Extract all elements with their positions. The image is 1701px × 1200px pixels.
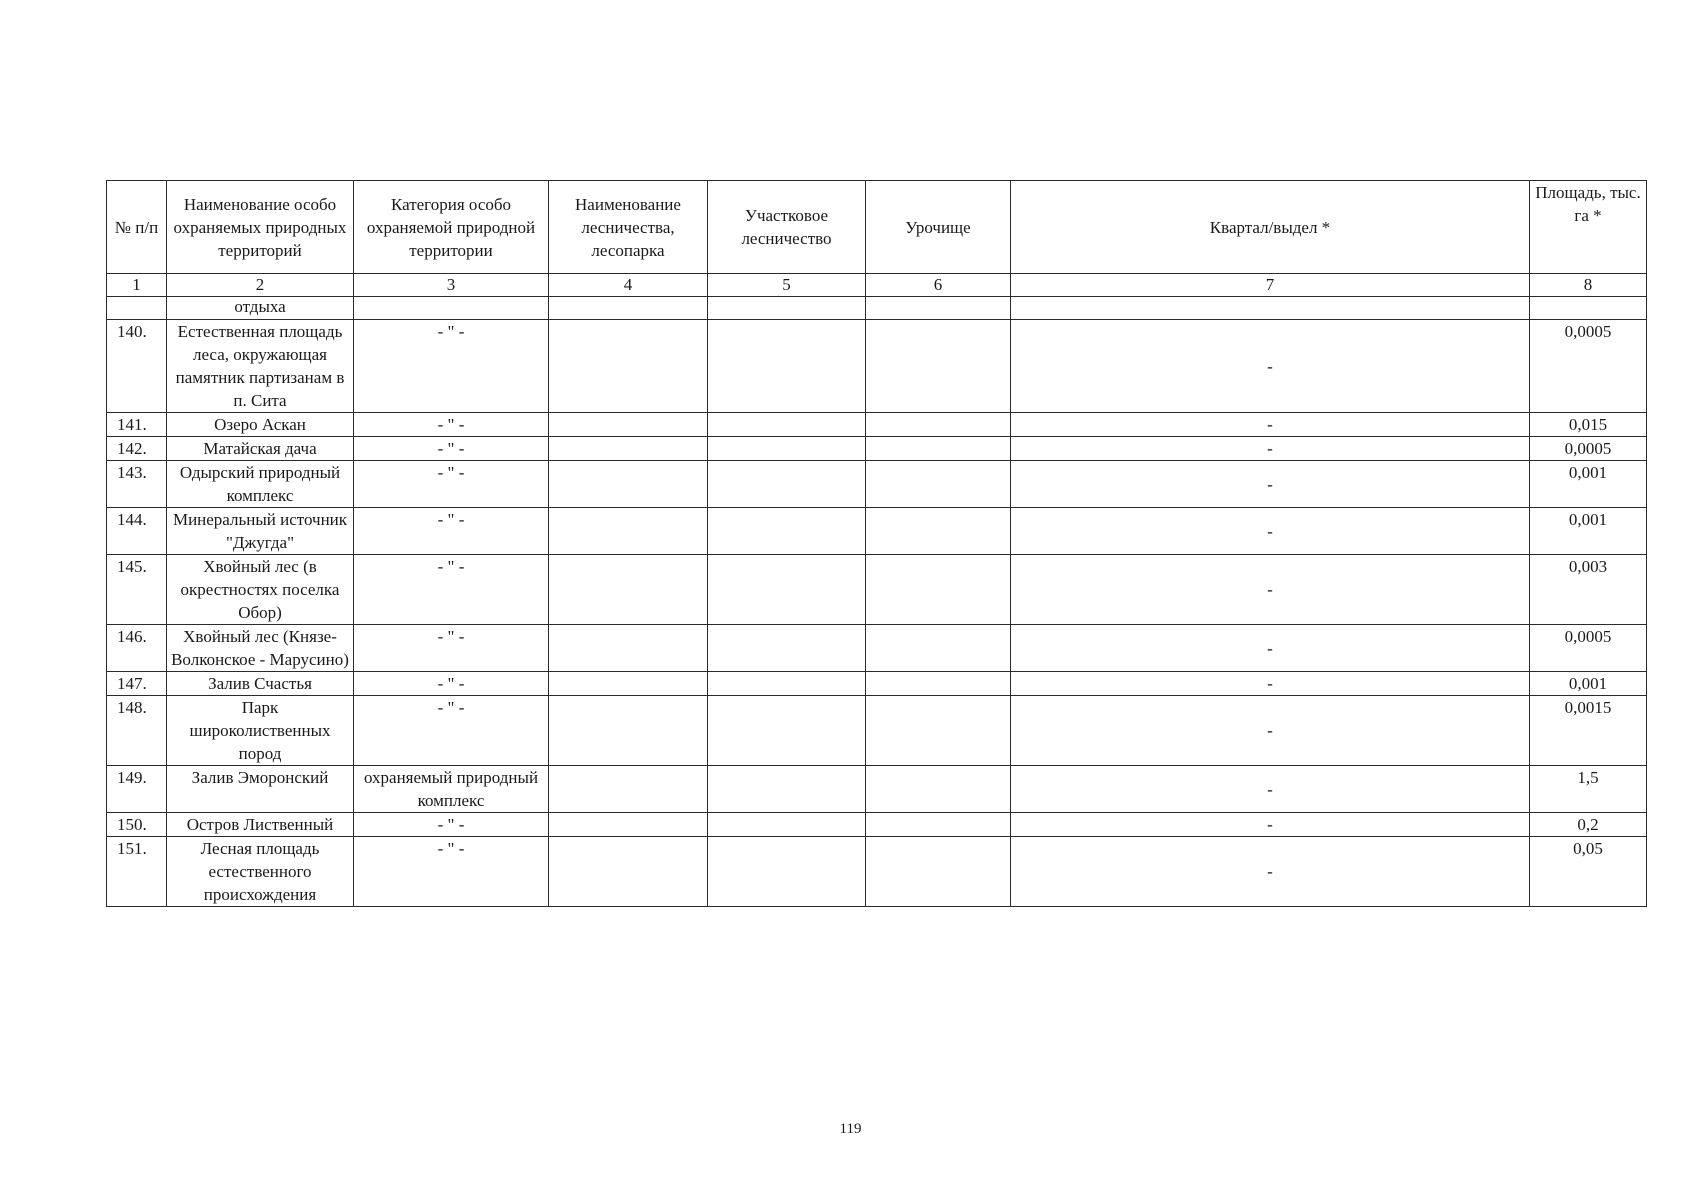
cell-number: 142. <box>107 437 167 461</box>
cell-tract <box>866 696 1011 766</box>
column-number: 4 <box>549 274 708 297</box>
cell-area: 1,5 <box>1530 766 1647 813</box>
table-row <box>107 508 1647 555</box>
table-row <box>107 413 1647 437</box>
header-district: Участковое лесничество <box>708 181 866 274</box>
cell-number: 146. <box>107 625 167 672</box>
cell-area: 0,003 <box>1530 555 1647 625</box>
column-number: 1 <box>107 274 167 297</box>
cell-quarter: - <box>1011 508 1530 555</box>
cell-area: 0,2 <box>1530 813 1647 837</box>
cell-name: Остров Лиственный <box>167 813 354 837</box>
cell-name: Хвойный лес (Князе-Волконское - Марусино) <box>167 625 354 672</box>
cell-quarter: - <box>1011 413 1530 437</box>
cell-category: - " - <box>354 508 549 555</box>
cell-district <box>708 320 866 413</box>
cell-area: 0,001 <box>1530 461 1647 508</box>
cell-district <box>708 672 866 696</box>
protected-areas-table <box>106 180 1647 907</box>
cell-category: - " - <box>354 813 549 837</box>
cell-tract <box>866 461 1011 508</box>
cell-tract <box>866 555 1011 625</box>
cell-number: 149. <box>107 766 167 813</box>
cell-area: 0,05 <box>1530 837 1647 907</box>
cell-district <box>708 508 866 555</box>
cell-area: 0,001 <box>1530 508 1647 555</box>
cell-number: 151. <box>107 837 167 907</box>
column-number: 5 <box>708 274 866 297</box>
cell-tract <box>866 320 1011 413</box>
table-row <box>107 555 1647 625</box>
header-row <box>107 181 1647 274</box>
cell-quarter: - <box>1011 766 1530 813</box>
cell-tract <box>866 766 1011 813</box>
cell-forestry <box>549 625 708 672</box>
cell-quarter: - <box>1011 437 1530 461</box>
cell-name: Минеральный источник "Джугда" <box>167 508 354 555</box>
cell-category: - " - <box>354 461 549 508</box>
cell-district <box>708 625 866 672</box>
column-number: 6 <box>866 274 1011 297</box>
cell-category: - " - <box>354 837 549 907</box>
cell-name: Парк широколиственных пород <box>167 696 354 766</box>
cell-area: 0,015 <box>1530 413 1647 437</box>
cell-tract <box>866 413 1011 437</box>
cell-forestry <box>549 813 708 837</box>
column-number: 2 <box>167 274 354 297</box>
cell-category: охраняемый природный комплекс <box>354 766 549 813</box>
cell-name: Хвойный лес (в окрестностях поселка Обор) <box>167 555 354 625</box>
cell-area: 0,0005 <box>1530 625 1647 672</box>
cell-quarter: - <box>1011 461 1530 508</box>
cell-name: Естественная площадь леса, окружающая памятник партизанам в п. Сита <box>167 320 354 413</box>
cell-district <box>708 813 866 837</box>
cell-name: Озеро Аскан <box>167 413 354 437</box>
cell-number: 141. <box>107 413 167 437</box>
cell-forestry <box>549 555 708 625</box>
column-number: 8 <box>1530 274 1647 297</box>
cell-forestry <box>549 413 708 437</box>
cell-number: 143. <box>107 461 167 508</box>
cell-district <box>708 766 866 813</box>
cell-area: 0,0005 <box>1530 320 1647 413</box>
header-quarter: Квартал/выдел * <box>1011 181 1530 274</box>
cell-category: - " - <box>354 696 549 766</box>
cell-district <box>708 696 866 766</box>
cell-forestry <box>549 461 708 508</box>
cell-category: - " - <box>354 437 549 461</box>
cell-forestry <box>549 437 708 461</box>
page-number: 119 <box>839 1121 862 1137</box>
cell-district <box>708 837 866 907</box>
cell-district <box>708 437 866 461</box>
header-name: Наименование особо охраняемых природных территорий <box>167 181 354 274</box>
header-area: Площадь, тыс. га * <box>1530 181 1647 274</box>
header-no: № п/п <box>107 181 167 274</box>
cell-number: 147. <box>107 672 167 696</box>
cell-quarter: - <box>1011 696 1530 766</box>
table-row <box>107 813 1647 837</box>
table-row <box>107 766 1647 813</box>
cell-name: Залив Эморонский <box>167 766 354 813</box>
cell-category: - " - <box>354 672 549 696</box>
cell-quarter: - <box>1011 555 1530 625</box>
cell-tract <box>866 837 1011 907</box>
cell-area: 0,0005 <box>1530 437 1647 461</box>
cell-tract <box>866 672 1011 696</box>
cell-quarter: - <box>1011 625 1530 672</box>
table-row <box>107 837 1647 907</box>
cell-tract <box>866 813 1011 837</box>
cell-forestry <box>549 696 708 766</box>
cell-name: Лесная площадь естественного происхождения <box>167 837 354 907</box>
cell-number: 148. <box>107 696 167 766</box>
cell-name: Матайская дача <box>167 437 354 461</box>
table-row <box>107 696 1647 766</box>
table-row <box>107 461 1647 508</box>
cell-quarter: - <box>1011 672 1530 696</box>
cell-tract <box>866 508 1011 555</box>
cell-forestry <box>549 320 708 413</box>
cell-quarter: - <box>1011 320 1530 413</box>
header-category: Категория особо охраняемой природной территории <box>354 181 549 274</box>
column-number: 3 <box>354 274 549 297</box>
cell-forestry <box>549 508 708 555</box>
cell-tract <box>866 437 1011 461</box>
cell-area: 0,001 <box>1530 672 1647 696</box>
table-row <box>107 320 1647 413</box>
table-row <box>107 672 1647 696</box>
cell-name: Одырский природный комплекс <box>167 461 354 508</box>
cell-district <box>708 461 866 508</box>
cell-category: - " - <box>354 320 549 413</box>
table-row <box>107 625 1647 672</box>
cell-forestry <box>549 766 708 813</box>
cell-category: - " - <box>354 555 549 625</box>
column-number: 7 <box>1011 274 1530 297</box>
cell-quarter: - <box>1011 813 1530 837</box>
header-tract: Урочище <box>866 181 1011 274</box>
cell-quarter: - <box>1011 837 1530 907</box>
cell-category: - " - <box>354 625 549 672</box>
cell-number: 144. <box>107 508 167 555</box>
continuation-row <box>107 297 1647 320</box>
continuation-text: отдыха <box>167 297 354 320</box>
cell-number: 150. <box>107 813 167 837</box>
header-forestry: Наименование лесничества, лесопарка <box>549 181 708 274</box>
cell-category: - " - <box>354 413 549 437</box>
cell-name: Залив Счастья <box>167 672 354 696</box>
cell-district <box>708 413 866 437</box>
column-number-row <box>107 274 1647 297</box>
cell-forestry <box>549 837 708 907</box>
cell-number: 140. <box>107 320 167 413</box>
cell-number: 145. <box>107 555 167 625</box>
cell-area: 0,0015 <box>1530 696 1647 766</box>
cell-district <box>708 555 866 625</box>
cell-forestry <box>549 672 708 696</box>
cell-tract <box>866 625 1011 672</box>
table-row <box>107 437 1647 461</box>
